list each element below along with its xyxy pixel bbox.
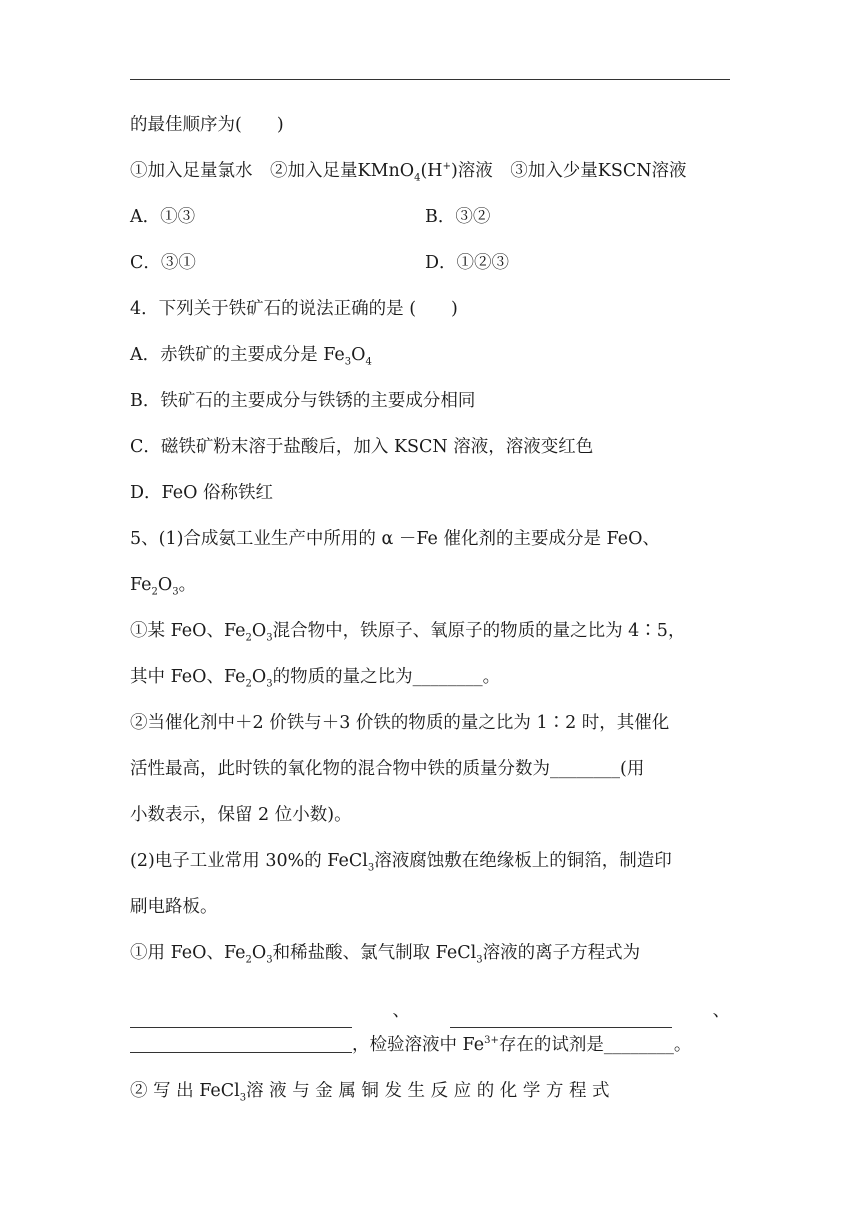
text: 的最佳顺序为( ) xyxy=(130,115,284,135)
header-rule xyxy=(130,79,730,80)
text: 其中 FeO、Fe xyxy=(130,667,246,687)
text: 和稀盐酸、氯气制取 FeCl xyxy=(272,943,477,963)
text-line xyxy=(130,798,730,844)
text: C．磁铁矿粉末溶于盐酸后，加入 KSCN 溶液，溶液变红色 xyxy=(130,437,594,457)
text-line xyxy=(130,752,730,798)
text: 溶液的离子方程式为 xyxy=(482,943,641,963)
question-5 xyxy=(130,522,730,568)
subscript: 2 xyxy=(245,678,252,690)
text: O xyxy=(157,575,173,595)
subscript: 3 xyxy=(266,678,273,690)
text-line xyxy=(130,384,730,430)
text: ② 写 出 FeCl xyxy=(130,1081,240,1101)
subscript: 3 xyxy=(266,632,273,644)
subscript: 2 xyxy=(245,954,252,966)
text: 活性最高，此时铁的氧化物的混合物中铁的质量分数为________(用 xyxy=(130,759,645,779)
text-line xyxy=(130,706,730,752)
answer-blank xyxy=(130,1009,352,1028)
text: )溶液 ③加入少量KSCN溶液 xyxy=(450,161,687,181)
separator: 、 xyxy=(712,1001,730,1021)
text: Fe xyxy=(130,575,152,595)
text: B．铁矿石的主要成分与铁锈的主要成分相同 xyxy=(130,391,476,411)
text: 。 xyxy=(178,575,197,595)
text-line xyxy=(130,1074,730,1120)
subscript: 3 xyxy=(476,954,483,966)
superscript: 3+ xyxy=(484,1035,499,1047)
text: 溶 液 与 金 属 铜 发 生 反 应 的 化 学 方 程 式 xyxy=(246,1081,610,1101)
superscript: + xyxy=(442,161,451,173)
text: 溶液腐蚀敷在绝缘板上的铜箔，制造印 xyxy=(374,851,672,871)
text: ②当催化剂中＋2 价铁与＋3 价铁的物质的量之比为 1∶2 时，其催化 xyxy=(130,713,670,733)
text-line xyxy=(130,430,730,476)
text: ①用 FeO、Fe xyxy=(130,943,246,963)
option-row xyxy=(130,246,730,292)
text: 刷电路板。 xyxy=(130,897,218,917)
text: A．赤铁矿的主要成分是 Fe xyxy=(130,345,345,365)
text: O xyxy=(251,943,267,963)
subscript: 4 xyxy=(414,172,421,184)
text: O xyxy=(251,667,267,687)
text-line xyxy=(130,154,730,200)
blank-row xyxy=(130,982,730,1028)
text-line xyxy=(130,108,730,154)
subscript: 3 xyxy=(266,954,273,966)
separator: 、 xyxy=(392,1001,410,1021)
option-a: A．①③ xyxy=(130,207,196,227)
text: 小数表示，保留 2 位小数)。 xyxy=(130,805,352,825)
text: (H xyxy=(420,161,443,181)
text: (2)电子工业常用 30%的 FeCl xyxy=(130,851,368,871)
option-row xyxy=(130,200,730,246)
text-line xyxy=(130,476,730,522)
text-line xyxy=(130,844,730,890)
text: 4．下列关于铁矿石的说法正确的是 ( ) xyxy=(130,299,458,319)
question-4 xyxy=(130,292,730,338)
subscript: 3 xyxy=(172,586,179,598)
option-b: B．③② xyxy=(425,207,491,227)
text: ①某 FeO、Fe xyxy=(130,621,246,641)
text: ，检验溶液中 Fe xyxy=(352,1035,485,1055)
text-line xyxy=(130,660,730,706)
answer-blank xyxy=(130,1034,352,1053)
subscript: 2 xyxy=(245,632,252,644)
text-line xyxy=(130,614,730,660)
text: 存在的试剂是________。 xyxy=(498,1035,692,1055)
text-line xyxy=(130,1028,730,1074)
text-line xyxy=(130,936,730,982)
text: O xyxy=(351,345,366,365)
subscript: 4 xyxy=(365,356,372,368)
option-d: D．①②③ xyxy=(425,253,510,273)
subscript: 3 xyxy=(239,1092,247,1104)
subscript: 2 xyxy=(151,586,158,598)
text: 混合物中，铁原子、氧原子的物质的量之比为 4∶5， xyxy=(272,621,686,641)
text: 的物质的量之比为________。 xyxy=(272,667,501,687)
text: O xyxy=(251,621,267,641)
text-line xyxy=(130,338,730,384)
subscript: 3 xyxy=(344,356,352,368)
text: D．FeO 俗称铁红 xyxy=(130,483,273,503)
document-body xyxy=(130,108,730,1120)
text: 5、(1)合成氨工业生产中所用的 α －Fe 催化剂的主要成分是 FeO、 xyxy=(130,529,660,549)
text-line xyxy=(130,890,730,936)
option-c: C．③① xyxy=(130,253,196,273)
text-line xyxy=(130,568,730,614)
text: ①加入足量氯水 ②加入足量KMnO xyxy=(130,161,415,181)
answer-blank xyxy=(450,1009,672,1028)
subscript: 3 xyxy=(367,862,375,874)
